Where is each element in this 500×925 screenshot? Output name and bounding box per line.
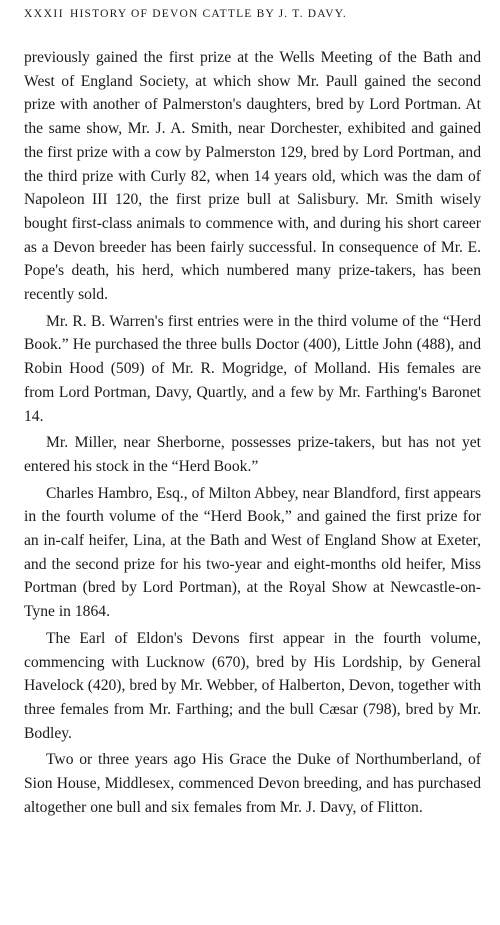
page-number: XXXII (24, 8, 65, 20)
paragraph-eldon: The Earl of Eldon's Devons first appear in the fourth volume, commencing with Lucknow (670), bred by His Lordship, by General Havelock (420), bred by Mr. Webber, of Halberton, Devon, together with three females from Mr. Farthing; and the bull Cæsar (798), bred by Mr. Bodley. (24, 629, 481, 742)
book-page (24, 8, 481, 823)
body-text (24, 46, 481, 820)
paragraph-northumberland: Two or three years ago His Grace the Duke of Northumberland, of Sion House, Middlesex, commenced Devon breeding, and has purchased altogether one bull and six females from Mr. J. Davy, of Flitton. (24, 751, 481, 816)
paragraph-warren: Mr. R. B. Warren's first entries were in the third volume of the “Herd Book.” He purchased the three bulls Doctor (400), Little John (488), and Robin Hood (509) of Mr. R. Mogridge, of Molland. His females are from Lord Portman, Davy, Quartly, and a few by Mr. Farthing's Baronet 14. (24, 312, 481, 425)
paragraph-miller: Mr. Miller, near Sherborne, possesses prize-takers, but has not yet entered his stock in the “Herd Book.” (24, 434, 481, 475)
running-title: HISTORY OF DEVON CATTLE BY J. T. DAVY. (70, 8, 347, 20)
paragraph-hambro: Charles Hambro, Esq., of Milton Abbey, near Blandford, first appears in the fourth volume of the “Herd Book,” and gained the first prize for an in-calf heifer, Lina, at the Bath and West of England Show at Exeter, and the second prize for his two-year and eight-months old heifer, Miss Portman (bred by Lord Portman), at the Royal Show at Newcastle-on-Tyne in 1864. (24, 484, 481, 621)
paragraph-continued: previously gained the first prize at the Wells Meeting of the Bath and West of England Society, at which show Mr. Paull gained the second prize with another of Palmerston's daughters, bred by Lord Portman. At the same show, Mr. J. A. Smith, near Dorchester, exhibited and gained the first prize with a cow by Palmerston 129, bred by Lord Portman, and the third prize with Curly 82, when 14 years old, which was the dam of Napoleon III 120, the first prize bull at Salisbury. Mr. Smith wisely bought first-class animals to commence with, and during his short career as a Devon breeder has been fairly successful. In consequence of Mr. E. Pope's death, his herd, which numbered many prize-takers, has been recently sold. (24, 49, 481, 304)
running-head (24, 8, 481, 26)
